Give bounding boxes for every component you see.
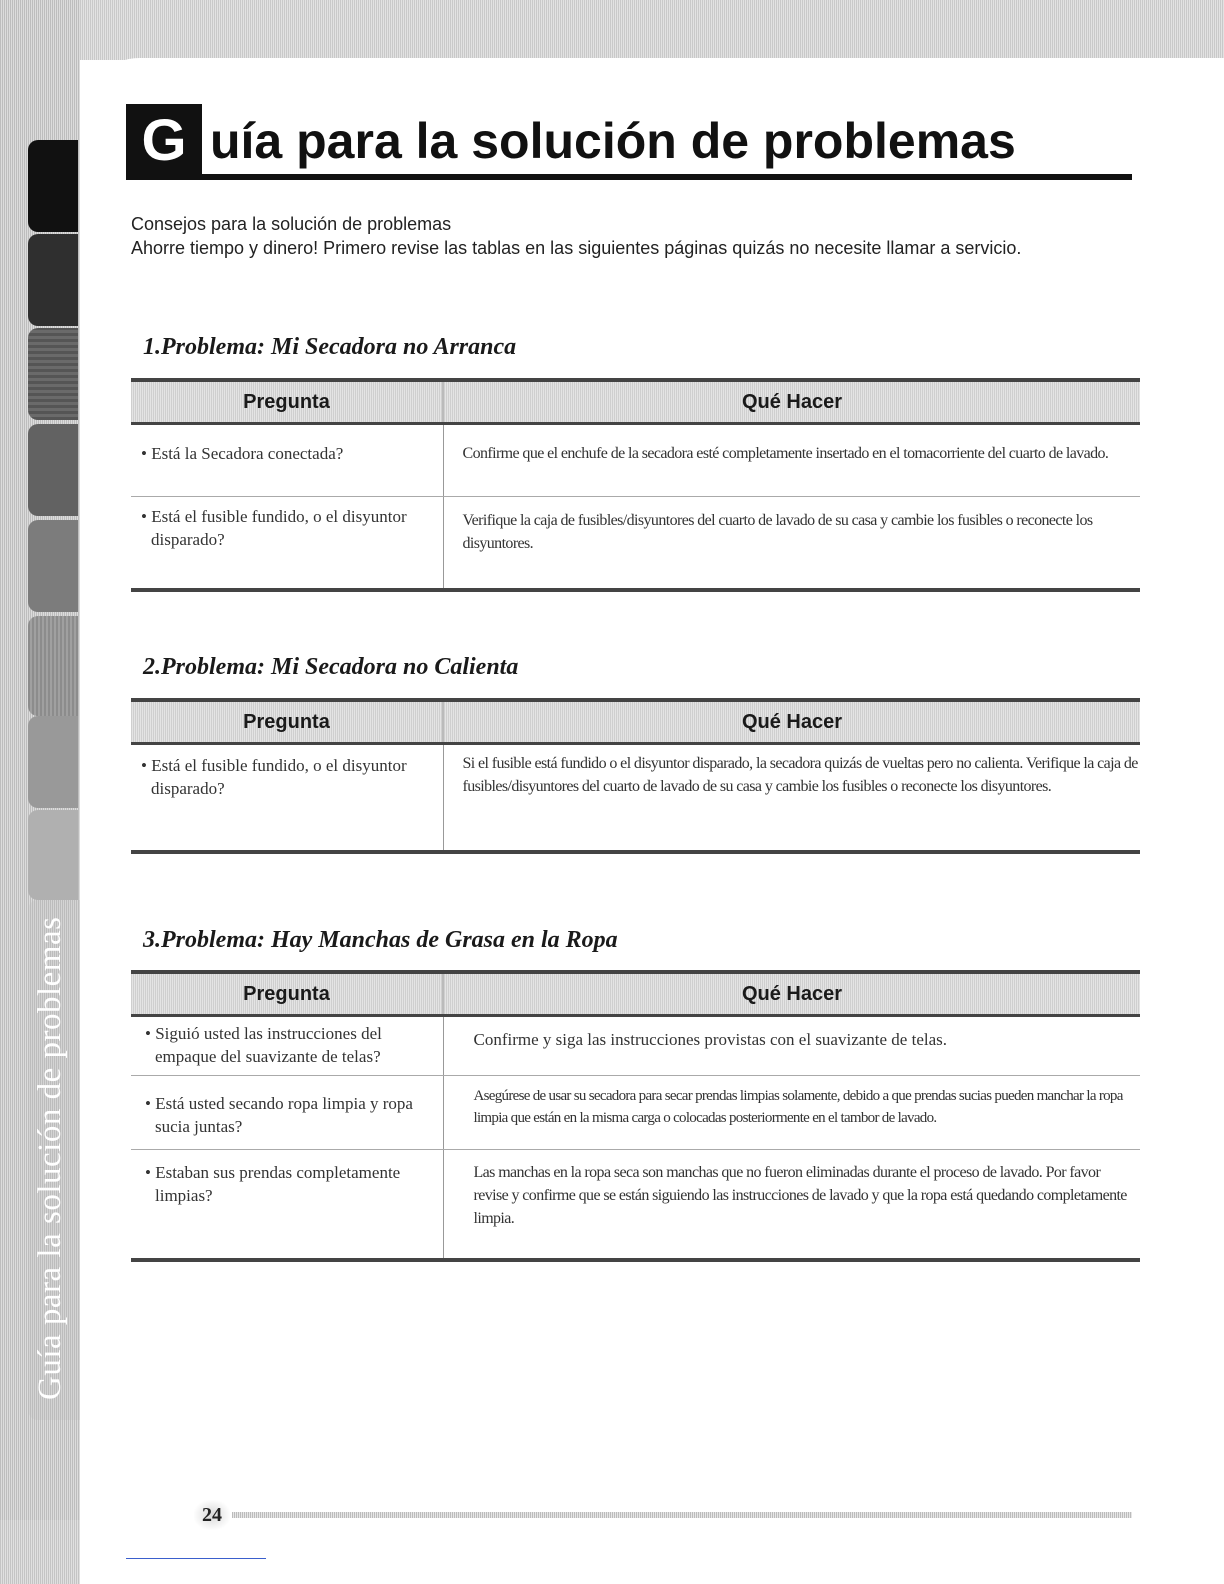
question-cell: • Está el fusible fundido, o el disyuntor disparado? (141, 507, 407, 549)
table-row (131, 1150, 1140, 1260)
table-header-que-hacer: Qué Hacer (443, 380, 1140, 424)
question-cell: • Está usted secando ropa limpia y ropa sucia juntas? (145, 1094, 413, 1136)
table-header-pregunta: Pregunta (131, 972, 443, 1016)
table-row (131, 1076, 1140, 1150)
section-1-table (131, 378, 1140, 592)
table-row (131, 424, 1140, 497)
answer-cell: Verifique la caja de fusibles/disyuntores del cuarto de lavado de su casa y cambie los fusibles o reconecte los disyuntores. (462, 512, 1093, 552)
side-tab-4 (28, 424, 78, 516)
intro-line-2: Ahorre tiempo y dinero! Primero revise las tablas en las siguientes páginas quizás no necesite llamar a servicio. (131, 238, 1022, 258)
answer-cell: Confirme que el enchufe de la secadora esté completamente insertado en el tomacorriente del cuarto de lavado. (462, 445, 1109, 462)
footer-rule (232, 1512, 1132, 1518)
intro-line-1: Consejos para la solución de problemas (131, 214, 452, 234)
table-header-pregunta: Pregunta (131, 700, 443, 744)
table-row (131, 744, 1140, 852)
page-frame-top (0, 0, 1224, 60)
question-cell: • Siguió usted las instrucciones del empaque del suavizante de telas? (145, 1024, 382, 1066)
answer-cell: Confirme y siga las instrucciones provistas con el suavizante de telas. (473, 1030, 948, 1049)
side-tab-5 (28, 520, 78, 612)
section-3-table (131, 970, 1140, 1262)
side-tab-3 (28, 328, 78, 420)
answer-cell: Las manchas en la ropa seca son manchas que no fueron eliminadas durante el proceso de lavado. Por favor revise y confirme que se están siguiendo las instrucciones de lavado y que la ropa está quedando completamente limpia. (473, 1164, 1127, 1227)
intro-text (131, 212, 1111, 260)
table-row (131, 497, 1140, 590)
section-2-table (131, 698, 1140, 854)
side-tab-7 (28, 716, 78, 808)
title-text: uía para la solución de problemas (210, 113, 1016, 169)
table-row (131, 1016, 1140, 1076)
page-number: 24 (194, 1500, 230, 1530)
side-tab-6 (28, 616, 78, 716)
section-1-title: 1.Problema: Mi Secadora no Arranca (143, 334, 517, 360)
table-header-que-hacer: Qué Hacer (443, 700, 1140, 744)
answer-cell: Si el fusible está fundido o el disyuntor disparado, la secadora quizás de vueltas pero no calienta. Verifique la caja de fusibles/disyuntores del cuarto de lavado de su casa y cambie los fusibles o reconecte los disyuntores. (462, 755, 1138, 795)
side-tab-1 (28, 140, 78, 232)
question-cell: • Está el fusible fundido, o el disyuntor disparado? (141, 756, 407, 798)
section-2-title: 2.Problema: Mi Secadora no Calienta (143, 654, 519, 680)
answer-cell: Asegúrese de usar su secadora para secar prendas limpias solamente, debido a que prendas sucias pueden manchar la ropa limpia que están en la misma carga o colocadas posteriormente en el tambor de lavado. (473, 1088, 1123, 1126)
table-header-que-hacer: Qué Hacer (443, 972, 1140, 1016)
question-cell: • Estaban sus prendas completamente limpias? (145, 1163, 401, 1205)
table-header-pregunta: Pregunta (131, 380, 443, 424)
question-cell: • Está la Secadora conectada? (141, 444, 344, 463)
title-initial: G (126, 104, 202, 174)
side-tab-2 (28, 234, 78, 326)
side-tab-8 (28, 810, 78, 900)
page-title (126, 104, 1132, 180)
side-tab-label: Guía para la solución de problemas (32, 916, 68, 1400)
section-3-title: 3.Problema: Hay Manchas de Grasa en la Ropa (143, 927, 618, 953)
footer-link-underline (126, 1558, 266, 1559)
